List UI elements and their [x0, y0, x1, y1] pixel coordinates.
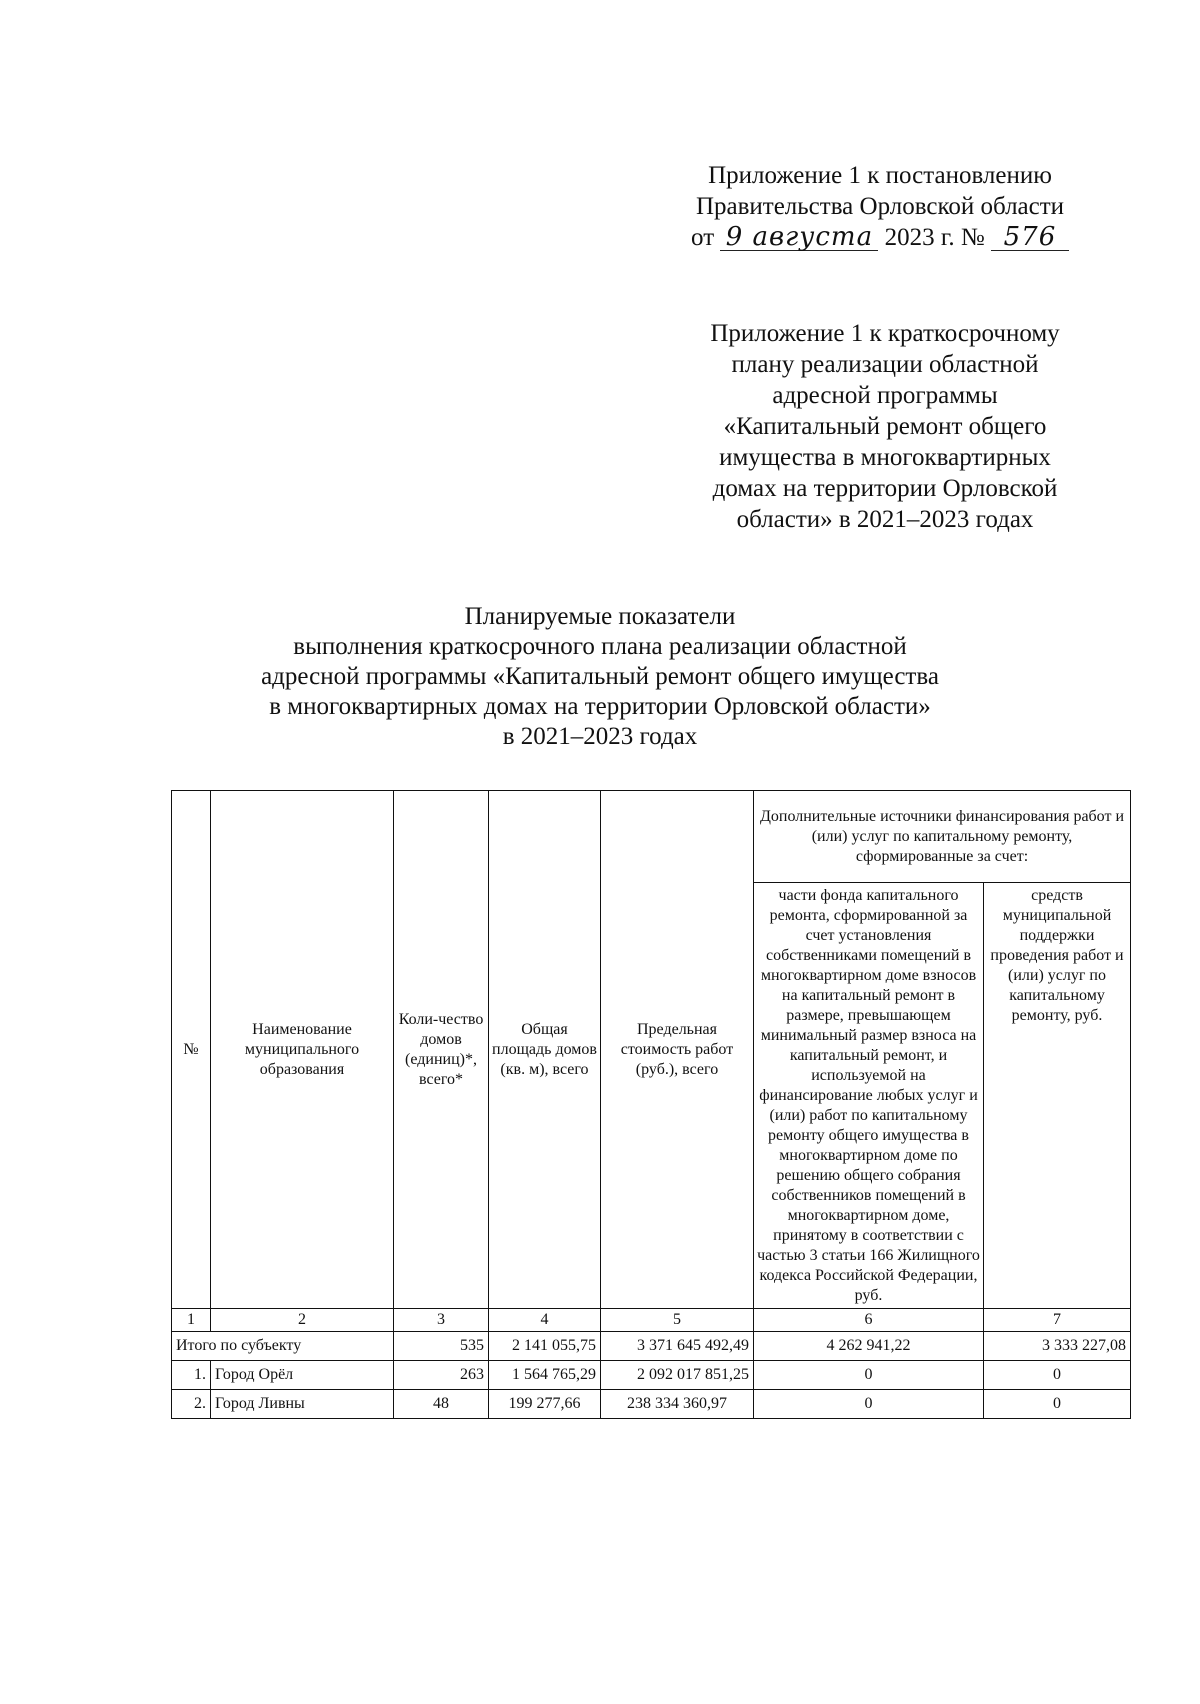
header-houses: Коли-чество домов (единиц)*, всего*: [394, 791, 489, 1309]
row-name: Город Ливны: [211, 1390, 394, 1419]
row-area: 1 564 765,29: [489, 1361, 601, 1390]
header-row-top: [172, 791, 1131, 883]
title-line: Планируемые показатели: [464, 603, 736, 630]
annex-reference: [670, 318, 1100, 535]
row-cost: 2 092 017 851,25: [601, 1361, 754, 1390]
column-number: 3: [394, 1309, 489, 1332]
total-municipal-support: 3 333 227,08: [984, 1332, 1131, 1361]
title-line: в многоквартирных домах на территории Орловской области»: [269, 693, 931, 720]
annex-line: имущества в многоквартирных: [719, 444, 1051, 471]
resolution-date-line: [660, 222, 1100, 253]
column-number: 4: [489, 1309, 601, 1332]
column-number: 7: [984, 1309, 1131, 1332]
header-municipal-support: средств муниципальной поддержки проведения работ и (или) услуг по капитальному ремонту, руб.: [984, 883, 1131, 1309]
row-name: Город Орёл: [211, 1361, 394, 1390]
row-houses: 263: [394, 1361, 489, 1390]
header-fund-part: части фонда капитального ремонта, сформированной за счет установления собственниками помещений в многоквартирном доме взносов на капитальный ремонт в размере, превышающем минимальный размер взноса на капитальный ремонт, и используемой на финансирование любых услуг и (или) работ по капитальному ремонту общего имущества в многоквартирном доме по решению общего собрания собственников помещений в многоквартирном доме, принятому в соответствии с частью 3 статьи 166 Жилищного кодекса Российской Федерации, руб.: [754, 883, 984, 1309]
annex-line: «Капитальный ремонт общего: [723, 413, 1047, 440]
annex-line: плану реализации областной: [731, 351, 1039, 378]
resolution-line-1: Приложение 1 к постановлению: [708, 162, 1052, 189]
total-row: [172, 1332, 1131, 1361]
column-number: 6: [754, 1309, 984, 1332]
header-additional-sources: Дополнительные источники финансирования работ и (или) услуг по капитальному ремонту, сформированные за счет:: [754, 791, 1131, 883]
column-number-row: [172, 1309, 1131, 1332]
row-houses: 48: [394, 1390, 489, 1419]
header-num: №: [172, 791, 211, 1309]
title-line: выполнения краткосрочного плана реализации областной: [293, 633, 907, 660]
row-municipal-support: 0: [984, 1361, 1131, 1390]
row-municipal-support: 0: [984, 1390, 1131, 1419]
annex-line: домах на территории Орловской: [712, 475, 1058, 502]
resolution-reference: [660, 160, 1100, 253]
resolution-prefix: от: [691, 224, 715, 251]
table-row: [172, 1361, 1131, 1390]
row-fund-part: 0: [754, 1361, 984, 1390]
handwritten-number: 576: [991, 224, 1069, 251]
row-num: 1.: [172, 1361, 211, 1390]
annex-line: области» в 2021–2023 годах: [736, 506, 1034, 533]
total-label: Итого по субъекту: [172, 1332, 394, 1361]
indicators-table: [171, 790, 1131, 1419]
total-area: 2 141 055,75: [489, 1332, 601, 1361]
header-area: Общая площадь домов (кв. м), всего: [489, 791, 601, 1309]
total-houses: 535: [394, 1332, 489, 1361]
column-number: 2: [211, 1309, 394, 1332]
column-number: 5: [601, 1309, 754, 1332]
header-cost: Предельная стоимость работ (руб.), всего: [601, 791, 754, 1309]
total-cost: 3 371 645 492,49: [601, 1332, 754, 1361]
title-line: в 2021–2023 годах: [502, 723, 698, 750]
resolution-line-2: Правительства Орловской области: [695, 193, 1065, 220]
title-line: адресной программы «Капитальный ремонт общего имущества: [261, 663, 939, 690]
row-fund-part: 0: [754, 1390, 984, 1419]
row-area: 199 277,66: [489, 1390, 601, 1419]
handwritten-date: 9 августа: [720, 224, 878, 251]
total-fund-part: 4 262 941,22: [754, 1332, 984, 1361]
resolution-year: 2023 г. №: [884, 224, 985, 251]
column-number: 1: [172, 1309, 211, 1332]
row-num: 2.: [172, 1390, 211, 1419]
document-title: [220, 602, 980, 752]
annex-line: адресной программы: [772, 382, 998, 409]
table-row: [172, 1390, 1131, 1419]
row-cost: 238 334 360,97: [601, 1390, 754, 1419]
header-municipality: Наименование муниципального образования: [211, 791, 394, 1309]
annex-line: Приложение 1 к краткосрочному: [710, 320, 1060, 347]
